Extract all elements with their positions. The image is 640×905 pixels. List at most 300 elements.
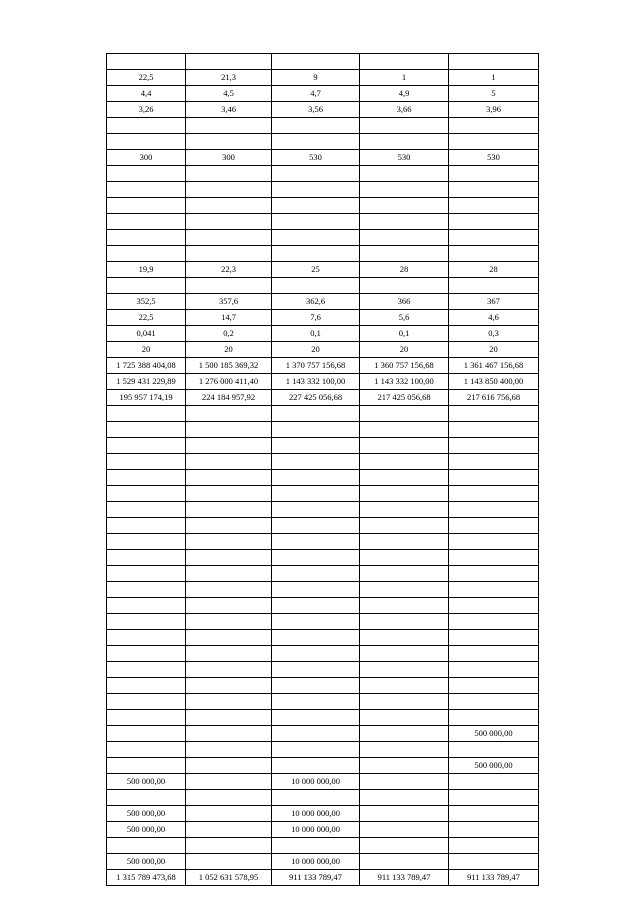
table-cell-col-2: 300 bbox=[186, 150, 272, 166]
table-cell-col-2: 1 276 000 411,40 bbox=[186, 374, 272, 390]
table-cell-col-4: 1 143 332 100,00 bbox=[360, 374, 449, 390]
table-cell-col-3: 9 bbox=[272, 70, 360, 86]
table-cell-col-1 bbox=[107, 438, 186, 454]
table-cell-col-2 bbox=[186, 182, 272, 198]
table-cell-col-5 bbox=[449, 134, 539, 150]
table-cell-col-5 bbox=[449, 742, 539, 758]
table-cell-col-1 bbox=[107, 710, 186, 726]
table-row bbox=[107, 822, 539, 838]
table-cell-col-5 bbox=[449, 518, 539, 534]
table-cell-col-2 bbox=[186, 806, 272, 822]
table-cell-col-3 bbox=[272, 470, 360, 486]
table-row bbox=[107, 102, 539, 118]
table-cell-col-4 bbox=[360, 790, 449, 806]
table-cell-col-1 bbox=[107, 678, 186, 694]
table-cell-col-1 bbox=[107, 422, 186, 438]
table-cell-col-4 bbox=[360, 694, 449, 710]
table-cell-col-5: 0,3 bbox=[449, 326, 539, 342]
table-cell-col-3: 20 bbox=[272, 342, 360, 358]
table-cell-col-5 bbox=[449, 198, 539, 214]
table-row bbox=[107, 134, 539, 150]
table-cell-col-5: 1 143 850 400,00 bbox=[449, 374, 539, 390]
table-cell-col-4 bbox=[360, 518, 449, 534]
table-cell-col-3 bbox=[272, 582, 360, 598]
table-cell-col-2 bbox=[186, 214, 272, 230]
table-cell-col-3 bbox=[272, 646, 360, 662]
table-row bbox=[107, 678, 539, 694]
table-cell-col-3: 1 143 332 100,00 bbox=[272, 374, 360, 390]
table-cell-col-2 bbox=[186, 534, 272, 550]
table-cell-col-4 bbox=[360, 550, 449, 566]
table-row bbox=[107, 438, 539, 454]
table-cell-col-2: 1 500 185 369,32 bbox=[186, 358, 272, 374]
table-cell-col-2: 0,2 bbox=[186, 326, 272, 342]
table-cell-col-5 bbox=[449, 550, 539, 566]
table-row bbox=[107, 854, 539, 870]
table-cell-col-1 bbox=[107, 630, 186, 646]
table-cell-col-1 bbox=[107, 502, 186, 518]
table-cell-col-1: 500 000,00 bbox=[107, 822, 186, 838]
table-cell-col-5: 367 bbox=[449, 294, 539, 310]
table-cell-col-2 bbox=[186, 278, 272, 294]
table-cell-col-4 bbox=[360, 758, 449, 774]
table-cell-col-3: 3,56 bbox=[272, 102, 360, 118]
table-cell-col-3 bbox=[272, 438, 360, 454]
table-cell-col-4: 1 bbox=[360, 70, 449, 86]
table-cell-col-1 bbox=[107, 486, 186, 502]
table-cell-col-5 bbox=[449, 502, 539, 518]
table-cell-col-2 bbox=[186, 518, 272, 534]
table-cell-col-5 bbox=[449, 214, 539, 230]
table-cell-col-4 bbox=[360, 662, 449, 678]
table-cell-col-1 bbox=[107, 694, 186, 710]
table-cell-col-2 bbox=[186, 630, 272, 646]
table-cell-col-4 bbox=[360, 182, 449, 198]
table-row bbox=[107, 246, 539, 262]
table-cell-col-4: 20 bbox=[360, 342, 449, 358]
table-row bbox=[107, 454, 539, 470]
table-cell-col-4 bbox=[360, 774, 449, 790]
table-cell-col-3 bbox=[272, 502, 360, 518]
table-cell-col-2 bbox=[186, 678, 272, 694]
table-cell-col-1: 4,4 bbox=[107, 86, 186, 102]
table-cell-col-2 bbox=[186, 54, 272, 70]
table-cell-col-2 bbox=[186, 566, 272, 582]
table-cell-col-5 bbox=[449, 646, 539, 662]
table-row bbox=[107, 486, 539, 502]
table-cell-col-3 bbox=[272, 710, 360, 726]
table-cell-col-2 bbox=[186, 438, 272, 454]
table-cell-col-2 bbox=[186, 454, 272, 470]
table-cell-col-5 bbox=[449, 838, 539, 854]
table-cell-col-4 bbox=[360, 230, 449, 246]
table-cell-col-3 bbox=[272, 726, 360, 742]
table-row bbox=[107, 422, 539, 438]
table-cell-col-5: 28 bbox=[449, 262, 539, 278]
table-row bbox=[107, 470, 539, 486]
table-cell-col-1 bbox=[107, 534, 186, 550]
table-cell-col-3 bbox=[272, 550, 360, 566]
table-cell-col-2 bbox=[186, 838, 272, 854]
table-row bbox=[107, 550, 539, 566]
table-cell-col-2 bbox=[186, 550, 272, 566]
table-cell-col-2 bbox=[186, 118, 272, 134]
table-cell-col-4 bbox=[360, 198, 449, 214]
table-cell-col-4 bbox=[360, 614, 449, 630]
table-cell-col-5 bbox=[449, 822, 539, 838]
table-cell-col-2 bbox=[186, 230, 272, 246]
table-row bbox=[107, 582, 539, 598]
table-cell-col-1 bbox=[107, 166, 186, 182]
table-cell-col-5: 20 bbox=[449, 342, 539, 358]
table-cell-col-3 bbox=[272, 182, 360, 198]
table-cell-col-4: 366 bbox=[360, 294, 449, 310]
table-cell-col-5: 500 000,00 bbox=[449, 726, 539, 742]
table-cell-col-1 bbox=[107, 518, 186, 534]
table-cell-col-3 bbox=[272, 758, 360, 774]
table-cell-col-4 bbox=[360, 742, 449, 758]
table-cell-col-3 bbox=[272, 630, 360, 646]
table-cell-col-4 bbox=[360, 454, 449, 470]
table-cell-col-4: 0,1 bbox=[360, 326, 449, 342]
table-row bbox=[107, 758, 539, 774]
table-cell-col-5: 1 361 467 156,68 bbox=[449, 358, 539, 374]
table-cell-col-1: 195 957 174,19 bbox=[107, 390, 186, 406]
table-cell-col-2 bbox=[186, 822, 272, 838]
table-cell-col-5 bbox=[449, 230, 539, 246]
table-cell-col-1: 300 bbox=[107, 150, 186, 166]
table-cell-col-3 bbox=[272, 278, 360, 294]
table-cell-col-2 bbox=[186, 726, 272, 742]
table-cell-col-2 bbox=[186, 710, 272, 726]
table-cell-col-3 bbox=[272, 198, 360, 214]
table-cell-col-2 bbox=[186, 774, 272, 790]
table-row bbox=[107, 726, 539, 742]
table-cell-col-1 bbox=[107, 614, 186, 630]
table-cell-col-3 bbox=[272, 118, 360, 134]
table-cell-col-1 bbox=[107, 118, 186, 134]
table-cell-col-3: 911 133 789,47 bbox=[272, 870, 360, 886]
table-cell-col-3 bbox=[272, 486, 360, 502]
table-row bbox=[107, 54, 539, 70]
table-cell-col-3 bbox=[272, 742, 360, 758]
table-cell-col-4 bbox=[360, 646, 449, 662]
table-cell-col-5 bbox=[449, 118, 539, 134]
table-cell-col-1: 22,5 bbox=[107, 310, 186, 326]
table-row bbox=[107, 694, 539, 710]
table-cell-col-5 bbox=[449, 246, 539, 262]
table-cell-col-5 bbox=[449, 566, 539, 582]
table-cell-col-2 bbox=[186, 406, 272, 422]
table-cell-col-3: 362,6 bbox=[272, 294, 360, 310]
table-row bbox=[107, 342, 539, 358]
table-cell-col-2 bbox=[186, 470, 272, 486]
table-cell-col-1 bbox=[107, 278, 186, 294]
table-cell-col-3 bbox=[272, 230, 360, 246]
table-cell-col-3 bbox=[272, 134, 360, 150]
table-cell-col-5 bbox=[449, 54, 539, 70]
table-row bbox=[107, 662, 539, 678]
table-row bbox=[107, 518, 539, 534]
table-cell-col-4 bbox=[360, 470, 449, 486]
table-cell-col-3 bbox=[272, 422, 360, 438]
table-cell-col-1: 500 000,00 bbox=[107, 806, 186, 822]
table-cell-col-1 bbox=[107, 182, 186, 198]
table-cell-col-2 bbox=[186, 758, 272, 774]
table-cell-col-5 bbox=[449, 438, 539, 454]
table-cell-col-2 bbox=[186, 502, 272, 518]
table-cell-col-1 bbox=[107, 582, 186, 598]
table-cell-col-2: 4,5 bbox=[186, 86, 272, 102]
table-cell-col-4 bbox=[360, 566, 449, 582]
table-cell-col-1 bbox=[107, 598, 186, 614]
table-row bbox=[107, 326, 539, 342]
table-cell-col-3 bbox=[272, 598, 360, 614]
table-row bbox=[107, 870, 539, 886]
table-row bbox=[107, 534, 539, 550]
table-cell-col-5 bbox=[449, 470, 539, 486]
table-row bbox=[107, 742, 539, 758]
table-row bbox=[107, 118, 539, 134]
table-row bbox=[107, 390, 539, 406]
table-cell-col-1 bbox=[107, 54, 186, 70]
table-row bbox=[107, 262, 539, 278]
table-cell-col-3: 530 bbox=[272, 150, 360, 166]
table-cell-col-1 bbox=[107, 646, 186, 662]
table-cell-col-5 bbox=[449, 406, 539, 422]
table-cell-col-1: 500 000,00 bbox=[107, 774, 186, 790]
table-cell-col-3 bbox=[272, 678, 360, 694]
table-row bbox=[107, 278, 539, 294]
table-row bbox=[107, 70, 539, 86]
table-cell-col-4 bbox=[360, 438, 449, 454]
table-cell-col-1 bbox=[107, 726, 186, 742]
table-cell-col-1 bbox=[107, 454, 186, 470]
table-cell-col-3: 25 bbox=[272, 262, 360, 278]
table-row bbox=[107, 198, 539, 214]
table-cell-col-3: 7,6 bbox=[272, 310, 360, 326]
table-cell-col-5 bbox=[449, 534, 539, 550]
table-cell-col-1: 22,5 bbox=[107, 70, 186, 86]
table-cell-col-3: 4,7 bbox=[272, 86, 360, 102]
table-cell-col-2 bbox=[186, 422, 272, 438]
table-cell-col-3 bbox=[272, 790, 360, 806]
table-row bbox=[107, 86, 539, 102]
table-row bbox=[107, 182, 539, 198]
table-cell-col-1 bbox=[107, 566, 186, 582]
table-cell-col-1 bbox=[107, 230, 186, 246]
table-cell-col-5: 530 bbox=[449, 150, 539, 166]
table-cell-col-1 bbox=[107, 198, 186, 214]
table-row bbox=[107, 230, 539, 246]
table-cell-col-3 bbox=[272, 614, 360, 630]
table-cell-col-2: 14,7 bbox=[186, 310, 272, 326]
table-cell-col-3 bbox=[272, 406, 360, 422]
table-cell-col-2 bbox=[186, 198, 272, 214]
table-cell-col-5 bbox=[449, 598, 539, 614]
table-cell-col-2 bbox=[186, 790, 272, 806]
table-row bbox=[107, 774, 539, 790]
table-cell-col-5 bbox=[449, 662, 539, 678]
table-cell-col-5 bbox=[449, 582, 539, 598]
table-cell-col-1: 19,9 bbox=[107, 262, 186, 278]
table-cell-col-3: 10 000 000,00 bbox=[272, 822, 360, 838]
table-cell-col-4 bbox=[360, 822, 449, 838]
table-cell-col-2: 357,6 bbox=[186, 294, 272, 310]
table-cell-col-3: 10 000 000,00 bbox=[272, 806, 360, 822]
table-cell-col-1: 0,041 bbox=[107, 326, 186, 342]
table-cell-col-4: 1 360 757 156,68 bbox=[360, 358, 449, 374]
table-cell-col-5 bbox=[449, 710, 539, 726]
table-cell-col-1 bbox=[107, 246, 186, 262]
table-cell-col-3: 10 000 000,00 bbox=[272, 774, 360, 790]
table-cell-col-1 bbox=[107, 662, 186, 678]
table-cell-col-5: 217 616 756,68 bbox=[449, 390, 539, 406]
data-table bbox=[106, 53, 539, 886]
table-cell-col-5 bbox=[449, 454, 539, 470]
table-cell-col-4 bbox=[360, 726, 449, 742]
table-cell-col-3: 227 425 056,68 bbox=[272, 390, 360, 406]
table-cell-col-4 bbox=[360, 406, 449, 422]
table-cell-col-3 bbox=[272, 166, 360, 182]
table-cell-col-4: 28 bbox=[360, 262, 449, 278]
table-cell-col-5 bbox=[449, 678, 539, 694]
table-cell-col-1: 500 000,00 bbox=[107, 854, 186, 870]
table-row bbox=[107, 806, 539, 822]
table-cell-col-2 bbox=[186, 742, 272, 758]
table-cell-col-5 bbox=[449, 182, 539, 198]
table-cell-col-3 bbox=[272, 518, 360, 534]
table-row bbox=[107, 358, 539, 374]
table-cell-col-5: 500 000,00 bbox=[449, 758, 539, 774]
table-cell-col-2 bbox=[186, 166, 272, 182]
table-row bbox=[107, 614, 539, 630]
table-cell-col-1: 20 bbox=[107, 342, 186, 358]
table-row bbox=[107, 214, 539, 230]
table-cell-col-5: 4,6 bbox=[449, 310, 539, 326]
table-cell-col-2: 22,3 bbox=[186, 262, 272, 278]
table-cell-col-3: 0,1 bbox=[272, 326, 360, 342]
table-row bbox=[107, 150, 539, 166]
table-cell-col-5: 3,96 bbox=[449, 102, 539, 118]
table-row bbox=[107, 790, 539, 806]
table-cell-col-3 bbox=[272, 246, 360, 262]
table-cell-col-4: 911 133 789,47 bbox=[360, 870, 449, 886]
table-cell-col-5 bbox=[449, 806, 539, 822]
table-cell-col-2 bbox=[186, 134, 272, 150]
table-cell-col-3 bbox=[272, 54, 360, 70]
table-cell-col-1 bbox=[107, 838, 186, 854]
table-cell-col-2: 1 052 631 578,95 bbox=[186, 870, 272, 886]
table-row bbox=[107, 838, 539, 854]
table-cell-col-3 bbox=[272, 662, 360, 678]
table-cell-col-4 bbox=[360, 118, 449, 134]
table-cell-col-4 bbox=[360, 166, 449, 182]
table-cell-col-5 bbox=[449, 278, 539, 294]
table-cell-col-2: 20 bbox=[186, 342, 272, 358]
table-body bbox=[107, 54, 539, 886]
table-cell-col-2: 224 184 957,92 bbox=[186, 390, 272, 406]
table-cell-col-2 bbox=[186, 598, 272, 614]
table-cell-col-1: 1 529 431 229,89 bbox=[107, 374, 186, 390]
table-cell-col-4: 5,6 bbox=[360, 310, 449, 326]
table-cell-col-4 bbox=[360, 678, 449, 694]
table-cell-col-5 bbox=[449, 422, 539, 438]
table-cell-col-4 bbox=[360, 854, 449, 870]
table-cell-col-1 bbox=[107, 214, 186, 230]
table-cell-col-2 bbox=[186, 854, 272, 870]
table-cell-col-2: 3,46 bbox=[186, 102, 272, 118]
table-row bbox=[107, 502, 539, 518]
table-cell-col-1: 3,26 bbox=[107, 102, 186, 118]
table-row bbox=[107, 598, 539, 614]
table-cell-col-5 bbox=[449, 166, 539, 182]
table-cell-col-2 bbox=[186, 614, 272, 630]
table-cell-col-1: 1 725 388 404,08 bbox=[107, 358, 186, 374]
table-row bbox=[107, 310, 539, 326]
table-cell-col-3 bbox=[272, 214, 360, 230]
table-cell-col-1 bbox=[107, 790, 186, 806]
table-cell-col-4 bbox=[360, 630, 449, 646]
table-cell-col-1: 1 315 789 473,68 bbox=[107, 870, 186, 886]
table-cell-col-3 bbox=[272, 694, 360, 710]
table-cell-col-2: 21,3 bbox=[186, 70, 272, 86]
table-cell-col-3 bbox=[272, 534, 360, 550]
table-cell-col-3: 1 370 757 156,68 bbox=[272, 358, 360, 374]
table-cell-col-1 bbox=[107, 550, 186, 566]
table-cell-col-5 bbox=[449, 774, 539, 790]
table-cell-col-2 bbox=[186, 646, 272, 662]
table-cell-col-4 bbox=[360, 534, 449, 550]
table-row bbox=[107, 646, 539, 662]
table-cell-col-2 bbox=[186, 582, 272, 598]
table-cell-col-3 bbox=[272, 454, 360, 470]
table-cell-col-3 bbox=[272, 838, 360, 854]
table-cell-col-4 bbox=[360, 246, 449, 262]
table-cell-col-3 bbox=[272, 566, 360, 582]
table-cell-col-4 bbox=[360, 582, 449, 598]
table-cell-col-1 bbox=[107, 406, 186, 422]
table-cell-col-5: 911 133 789,47 bbox=[449, 870, 539, 886]
table-cell-col-4: 3,66 bbox=[360, 102, 449, 118]
table-cell-col-5 bbox=[449, 694, 539, 710]
table-cell-col-4 bbox=[360, 502, 449, 518]
table-cell-col-4 bbox=[360, 598, 449, 614]
table-cell-col-4 bbox=[360, 806, 449, 822]
table-cell-col-4 bbox=[360, 54, 449, 70]
table-cell-col-5 bbox=[449, 630, 539, 646]
table-row bbox=[107, 710, 539, 726]
table-row bbox=[107, 374, 539, 390]
table-cell-col-4 bbox=[360, 278, 449, 294]
table-cell-col-5 bbox=[449, 790, 539, 806]
table-cell-col-4: 217 425 056,68 bbox=[360, 390, 449, 406]
table-cell-col-4: 530 bbox=[360, 150, 449, 166]
table-cell-col-2 bbox=[186, 246, 272, 262]
table-row bbox=[107, 630, 539, 646]
table-cell-col-5 bbox=[449, 614, 539, 630]
table-cell-col-2 bbox=[186, 694, 272, 710]
table-cell-col-4 bbox=[360, 710, 449, 726]
table-cell-col-5: 1 bbox=[449, 70, 539, 86]
table-cell-col-1 bbox=[107, 134, 186, 150]
table-cell-col-4 bbox=[360, 214, 449, 230]
table-cell-col-1 bbox=[107, 742, 186, 758]
table-cell-col-4 bbox=[360, 422, 449, 438]
table-cell-col-3: 10 000 000,00 bbox=[272, 854, 360, 870]
table-cell-col-5 bbox=[449, 486, 539, 502]
table-cell-col-5 bbox=[449, 854, 539, 870]
